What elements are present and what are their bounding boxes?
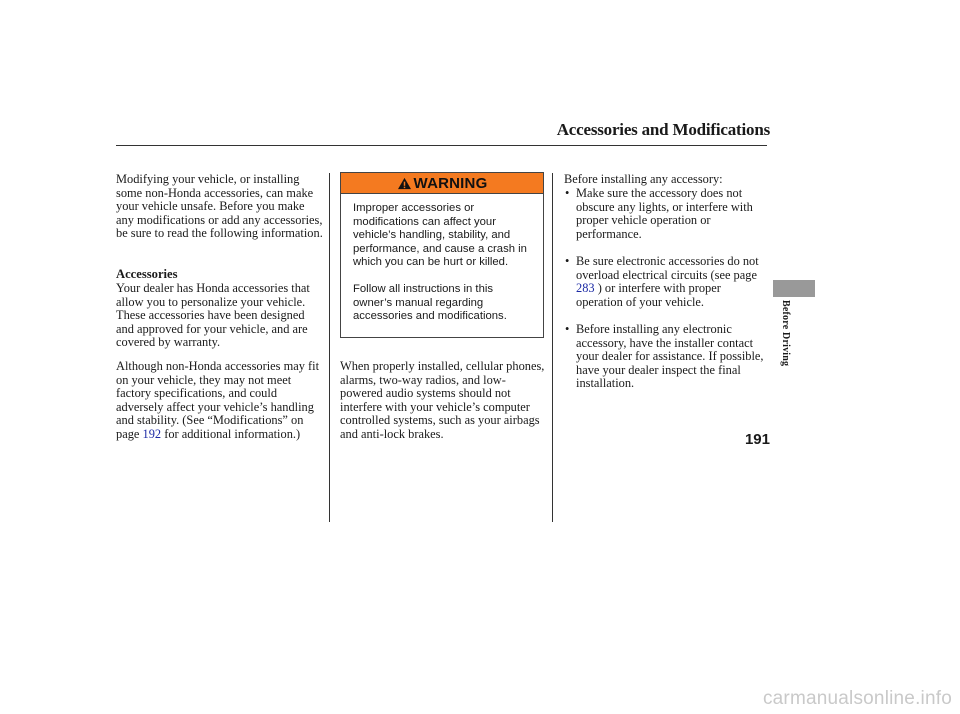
bullet-text: Before installing any electronic accessory, have the installer contact your dealer for assistance. If possible, have your dealer inspect the final installation. xyxy=(576,321,764,391)
warning-box xyxy=(340,172,544,338)
page-title: Accessories and Modifications xyxy=(556,120,770,139)
list-item xyxy=(564,323,770,391)
warning-header xyxy=(341,173,543,194)
section-side-label: Before Driving xyxy=(780,300,791,367)
bullet-text: Be sure electronic accessories do not overload electrical circuits (see page xyxy=(576,253,759,282)
column-divider-1 xyxy=(329,173,330,522)
bullet-icon: • xyxy=(565,321,570,336)
intro-paragraph: Modifying your vehicle, or installing some non-Honda accessories, can make your vehicle unsafe. Before you make any modifications or add any accessories, be sure to read the following information. xyxy=(116,172,323,241)
bullet-text-end: ) or interfere with proper operation of your vehicle. xyxy=(576,281,721,309)
warning-triangle-icon xyxy=(397,177,412,190)
before-installing-intro: Before installing any accessory: xyxy=(564,172,723,186)
list-item xyxy=(564,255,770,309)
accessories-heading: Accessories xyxy=(116,267,178,281)
warning-text-2: Follow all instructions in this owner’s manual regarding accessories and modifications. xyxy=(353,282,507,323)
non-honda-paragraph xyxy=(116,360,324,442)
warning-text-1: Improper accessories or modifications can affect your vehicle’s handling, stability, and performance, and cause a crash in which you can be hurt or killed. xyxy=(353,202,527,269)
header-rule xyxy=(116,145,767,146)
non-honda-text-end: for additional information.) xyxy=(161,426,301,441)
non-honda-text: Although non-Honda accessories may fit on your vehicle, they may not meet factory specifications, and could adversely affect your vehicle’s handling and stability. (See “Modifications” on page xyxy=(116,359,320,441)
watermark-text: carmanualsonline.info xyxy=(762,688,952,709)
section-tab-marker xyxy=(773,280,815,297)
warning-label: WARNING xyxy=(413,174,488,192)
page-link-192[interactable]: 192 xyxy=(142,426,162,441)
page-number: 191 xyxy=(744,431,770,448)
column-divider-2 xyxy=(552,173,553,522)
bullet-icon: • xyxy=(565,186,570,200)
installation-checklist xyxy=(564,187,770,405)
bullet-icon: • xyxy=(565,253,570,268)
page-link-283[interactable]: 283 xyxy=(576,281,595,296)
list-item xyxy=(564,187,770,241)
bullet-text: Make sure the accessory does not obscure any lights, or interfere with proper vehicle operation or performance. xyxy=(576,186,753,241)
accessories-paragraph: Your dealer has Honda accessories that allow you to personalize your vehicle. These accessories have been designed and approved for your vehicle, and are covered by warranty. xyxy=(116,281,310,350)
warning-body xyxy=(341,194,543,324)
electronics-paragraph: When properly installed, cellular phones, alarms, two-way radios, and low-powered audio systems should not interfere with your vehicle’s computer controlled systems, such as your airbags and anti-lock brakes. xyxy=(340,359,545,441)
